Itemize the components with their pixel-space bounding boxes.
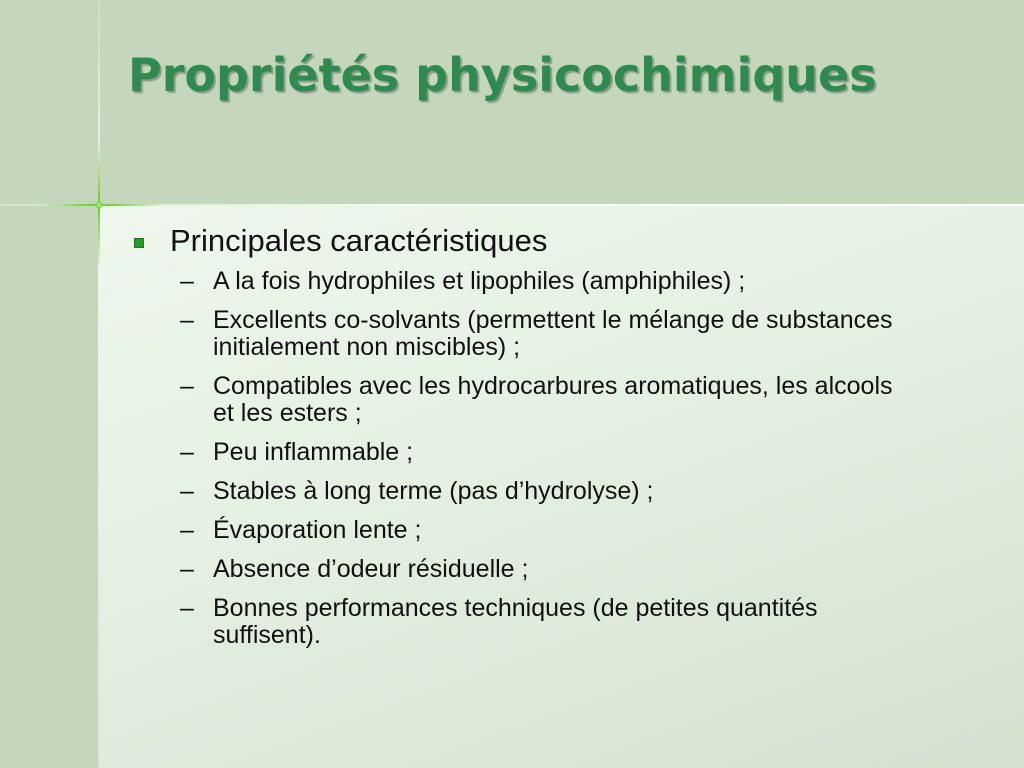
sub-bullet-item bbox=[128, 268, 913, 295]
sub-bullet-item bbox=[128, 478, 913, 505]
sub-bullet-label: Stables à long terme (pas d’hydrolyse) ; bbox=[213, 477, 654, 505]
sub-bullet-label: Compatibles avec les hydrocarbures aromatiques, les alcools et les esters ; bbox=[213, 372, 893, 427]
sub-bullet-label: Bonnes performances techniques (de petites quantités suffisent). bbox=[213, 594, 818, 649]
dash-marker: – bbox=[180, 372, 194, 400]
crosshair-glow-icon bbox=[95, 201, 103, 209]
dash-marker: – bbox=[180, 594, 194, 622]
sub-bullet-item bbox=[128, 373, 913, 427]
sub-bullet-label: Absence d’odeur résiduelle ; bbox=[213, 555, 529, 583]
dash-marker: – bbox=[180, 477, 194, 505]
square-bullet-icon bbox=[134, 238, 144, 248]
sub-bullet-item bbox=[128, 595, 913, 649]
dash-marker: – bbox=[180, 306, 194, 334]
sub-bullet-label: A la fois hydrophiles et lipophiles (amphiphiles) ; bbox=[213, 267, 746, 295]
sub-bullet-item bbox=[128, 556, 913, 583]
sub-bullet-item bbox=[128, 517, 913, 544]
dash-marker: – bbox=[180, 516, 194, 544]
slide-body bbox=[128, 222, 928, 661]
bullet-item bbox=[128, 222, 928, 260]
bullet-label: Principales caractéristiques bbox=[170, 223, 548, 258]
dash-marker: – bbox=[180, 555, 194, 583]
dash-marker: – bbox=[180, 267, 194, 295]
sub-bullet-item bbox=[128, 439, 913, 466]
dash-marker: – bbox=[180, 438, 194, 466]
sub-bullet-item bbox=[128, 307, 913, 361]
vertical-divider bbox=[98, 0, 100, 768]
sub-bullet-label: Évaporation lente ; bbox=[213, 516, 422, 544]
sub-bullet-list bbox=[128, 268, 928, 649]
sub-bullet-label: Excellents co-solvants (permettent le mélange de substances initialement non miscibles) ; bbox=[213, 306, 893, 361]
header-band bbox=[0, 0, 1024, 204]
slide-title: Propriétés physicochimiques bbox=[128, 48, 877, 102]
left-band bbox=[0, 204, 98, 768]
sub-bullet-label: Peu inflammable ; bbox=[213, 438, 414, 466]
